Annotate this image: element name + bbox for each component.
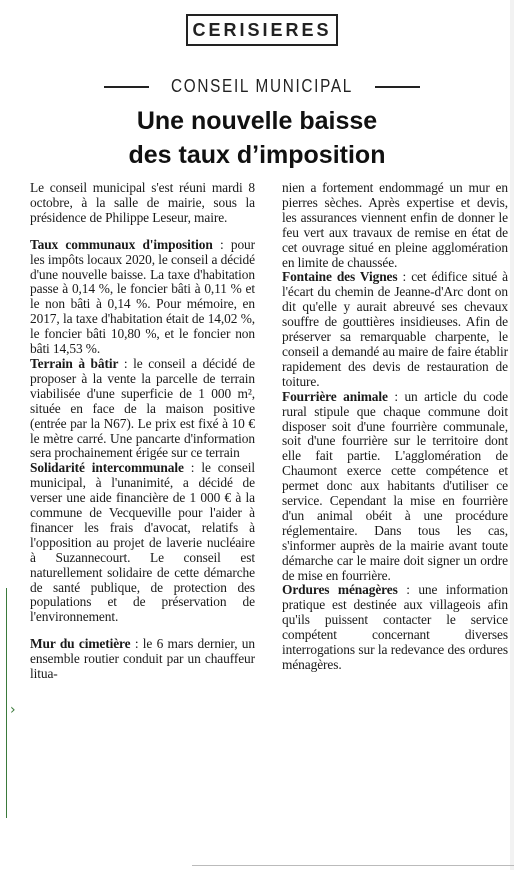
intro-paragraph: Le conseil municipal s'est réuni mardi 8 octobre, à la salle de mairie, sous la présidence de Philippe Leseur, maire. <box>30 180 255 225</box>
body-solidarite: : le conseil municipal, à l'unanimité, a décidé de verser une aide financière de 1 000 € à la commune de Vecqueville pour l'aider à financer les frais d'avocat, relatifs à l'opposition au projet de laverie nucléaire à Suzannecourt. Le conseil est naturellement solidaire de cette démarche de santé publique, de protection des populations et de préservation de l'environnement. <box>30 460 255 625</box>
subhead-terrain: Terrain à bâtir <box>30 355 119 371</box>
body-taux: : pour les impôts locaux 2020, le conseil a décidé d'une nouvelle baisse. La taxe d'habitation passe à 0,14 %, le foncier bâti à 0,11 % et le non bâti à 0,14 %. Pour mémoire, en 2017, la taxe d'habitation était de 14,02 %, le foncier bâti 10,80 %, et le foncier non bâti 14,53 %. <box>30 236 256 357</box>
headline-line-1: Une nouvelle baisse <box>136 107 378 135</box>
paragraph-mur-continued: nien a fortement endommagé un mur en pierres sèches. Après expertise et devis, les assurances viennent enfin de donner le feu vert aux travaux de remise en état de cet ouvrage situé en pleine agglomération en limite de chaussée. <box>282 180 508 270</box>
locality-banner <box>186 14 338 46</box>
paragraph-ordures <box>282 583 508 672</box>
paragraph-taux <box>30 238 255 357</box>
body-fourriere: : un article du code rural stipule que chaque commune doit disposer soit d'une fourrière communale, soit d'une fourrière sur le territoire dont elle fait partie. L'agglomération de Chaumont exerce cette compétence et permet donc aux habitants d'utiliser ce service. Cependant la mise en fourrière d'un animal obéit à une procédure réglementaire. Dans tous les cas, s'informer auprès de la mairie avant toute démarche car le maire doit signer un ordre de mise en fourrière. <box>282 388 508 583</box>
paragraph-fontaine <box>282 270 508 389</box>
paragraph-terrain <box>30 357 255 461</box>
body-ordures: : une information pratique est destinée aux villageois afin qu'ils puissent contacter le service compétent concernant diverses interrogations sur la redevance des ordures ménagères. <box>282 582 508 672</box>
subhead-ordures: Ordures ménagères <box>282 582 398 598</box>
margin-highlight-rule <box>6 588 7 818</box>
subhead-mur: Mur du cimetière <box>30 636 131 652</box>
paragraph-fourriere <box>282 390 508 584</box>
rubric-line-right <box>375 86 420 88</box>
body-mur: : le 6 mars dernier, un ensemble routier conduit par un chauffeur litua- <box>30 636 255 682</box>
rubric-label: CONSEIL MUNICIPAL <box>171 76 353 96</box>
bottom-rule <box>192 865 514 866</box>
text-column-right <box>282 181 508 673</box>
subhead-fourriere: Fourrière animale <box>282 388 388 404</box>
body-fontaine: : cet édifice situé à l'écart du chemin de Jeanne-d'Arc dont on dit qu'elle y aurait abreuvé ses chevaux souffre de gouttières insidieuses. Afin de préserver sa remarquable charpente, le conseil a demandé au maire de faire établir rapidement des devis de restauration de toiture. <box>282 269 508 389</box>
locality-name: CERISIERES <box>192 19 332 40</box>
headline-line-2: des taux d’imposition <box>128 141 386 169</box>
chevron-right-icon: › <box>10 702 16 718</box>
body-terrain: : le conseil a décidé de proposer à la vente la parcelle de terrain viabilisée d'une superficie de 1 000 m², située en face de la maison positive (entrée par la N67). Le prix est fixé à 10 € le mètre carré. Une pancarte d'information sera prochainement érigée sur ce terrain <box>30 355 255 461</box>
rubric-line-left <box>104 86 149 88</box>
text-column-left <box>30 181 255 682</box>
section-rubric <box>104 76 420 97</box>
article-headline <box>0 104 514 172</box>
paragraph-solidarite <box>30 461 255 625</box>
subhead-solidarite: Solidarité intercommunale <box>30 460 184 476</box>
paragraph-mur <box>30 637 255 682</box>
subhead-taux: Taux communaux d'imposition <box>30 236 213 252</box>
subhead-fontaine: Fontaine des Vignes <box>282 269 398 285</box>
